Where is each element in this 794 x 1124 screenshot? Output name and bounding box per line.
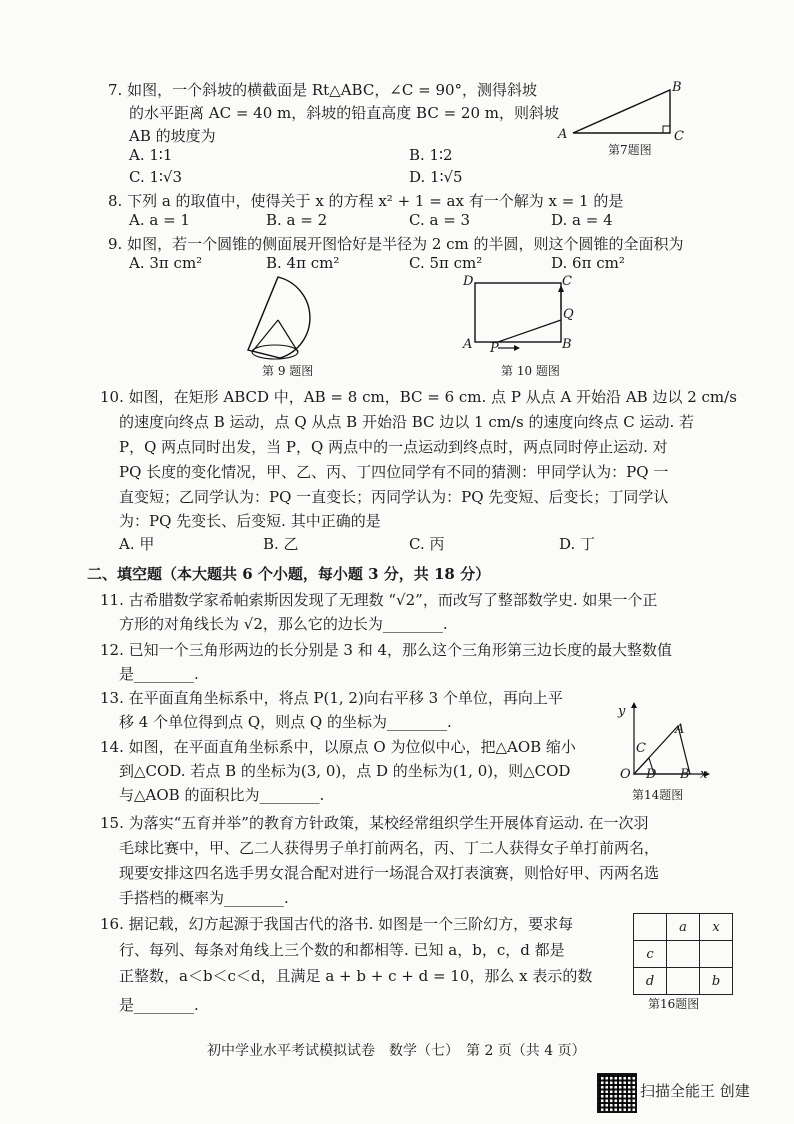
q10-label-d: D: [463, 274, 474, 289]
magic-cell: d: [634, 968, 667, 995]
q7-label-c: C: [674, 129, 684, 144]
q14-label-y: y: [618, 704, 626, 719]
q10-line5: 直变短；乙同学认为：PQ 一直变长；丙同学认为：PQ 先变短、后变长；丁同学认: [119, 488, 669, 506]
q10-label-c: C: [562, 274, 572, 289]
q14-line2: 到△COD. 若点 B 的坐标为(3, 0)，点 D 的坐标为(1, 0)，则△COD: [119, 762, 571, 780]
q7-line2: 的水平距离 AC = 40 m，斜坡的铅直高度 BC = 20 m，则斜坡: [129, 104, 559, 122]
magic-cell: [667, 968, 700, 995]
q9-caption: 第 9 题图: [262, 364, 314, 378]
q10-label-b: B: [562, 337, 572, 352]
q10-option-d: D. 丁: [559, 535, 596, 553]
q12-line2: 是________.: [119, 665, 199, 683]
q7-line3: AB 的坡度为: [129, 127, 216, 145]
section-title-fill-in: 二、填空题（本大题共 6 个小题，每小题 3 分，共 18 分）: [87, 565, 491, 583]
q10-label-p: P: [490, 341, 499, 356]
q15-line1: 15. 为落实“五育并举”的教育方针政策，某校经常组织学生开展体育运动. 在一次羽: [100, 814, 649, 832]
q15-line2: 毛球比赛中，甲、乙二人获得男子单打前两名，丙、丁二人获得女子单打前两名，: [119, 839, 660, 857]
q13-line1: 13. 在平面直角坐标系中，将点 P(1, 2)向右平移 3 个单位，再向上平: [100, 689, 563, 707]
q10-option-b: B. 乙: [263, 535, 299, 553]
q7-option-b: B. 1∶2: [409, 146, 453, 164]
q15-line3: 现要安排这四名选手男女混合配对进行一场混合双打表演赛，则恰好甲、丙两名选: [119, 864, 660, 882]
q13-line2: 移 4 个单位得到点 Q，则点 Q 的坐标为________.: [119, 713, 452, 731]
q14-line3: 与△AOB 的面积比为________.: [119, 786, 325, 804]
magic-cell: b: [700, 968, 733, 995]
q10-line3: P，Q 两点同时出发，当 P，Q 两点中的一点运动到终点时，两点同时停止运动. 对: [119, 438, 668, 456]
q15-line4: 手搭档的概率为________.: [119, 889, 289, 907]
q10-label-q: Q: [563, 307, 574, 322]
q9-option-c: C. 5π cm²: [409, 254, 483, 272]
q10-line1: 10. 如图，在矩形 ABCD 中，AB = 8 cm，BC = 6 cm. 点 P 从点 A 开始沿 AB 边以 2 cm/s: [100, 388, 737, 406]
page-footer: 初中学业水平考试模拟试卷 数学（七） 第 2 页（共 4 页）: [207, 1043, 586, 1059]
q8-text: 8. 下列 a 的取值中，使得关于 x 的方程 x² + 1 = ax 有一个解为 x = 1 的是: [108, 192, 624, 210]
q12-line1: 12. 已知一个三角形两边的长分别是 3 和 4，那么这个三角形第三边长度的最大整数值: [100, 641, 673, 659]
q16-line1: 16. 据记载，幻方起源于我国古代的洛书. 如图是一个三阶幻方，要求每: [100, 915, 574, 933]
q16-caption: 第16题图: [648, 997, 700, 1011]
q7-option-a: A. 1∶1: [129, 146, 173, 164]
q7-line1: 7. 如图，一个斜坡的横截面是 Rt△ABC，∠C = 90°，测得斜坡: [108, 81, 538, 99]
qr-code-icon: [597, 1073, 637, 1113]
magic-cell: [634, 914, 667, 941]
q9-option-d: D. 6π cm²: [551, 254, 625, 272]
magic-cell: a: [667, 914, 700, 941]
magic-cell: c: [634, 941, 667, 968]
q10-line4: PQ 长度的变化情况，甲、乙、丙、丁四位同学有不同的猜测：甲同学认为：PQ 一: [119, 463, 669, 481]
q7-option-d: D. 1∶√5: [409, 168, 463, 186]
q11-line1: 11. 古希腊数学家希帕索斯因发现了无理数 “√2”，而改写了整部数学史. 如果一个正: [100, 591, 658, 609]
q14-label-c: C: [636, 741, 646, 756]
q8-option-d: D. a = 4: [551, 211, 613, 229]
q10-line2: 的速度向终点 B 运动，点 Q 从点 B 开始沿 BC 边以 1 cm/s 的速度向终点 C 运动. 若: [119, 413, 695, 431]
magic-cell: x: [700, 914, 733, 941]
q10-rectangle-figure: [472, 280, 572, 350]
q8-option-a: A. a = 1: [129, 211, 190, 229]
q14-caption: 第14题图: [632, 788, 684, 802]
q14-label-o: O: [620, 767, 631, 782]
q11-line2: 方形的对角线长为 √2，那么它的边长为________.: [119, 615, 448, 633]
magic-cell: [667, 941, 700, 968]
q9-cone-figure: [240, 272, 330, 364]
q16-line2: 行、每列、每条对角线上三个数的和都相等. 已知 a，b，c，d 都是: [119, 941, 565, 959]
q7-label-a: A: [558, 127, 568, 142]
q16-line4: 是________.: [119, 996, 199, 1014]
q8-option-c: C. a = 3: [409, 211, 471, 229]
q7-label-b: B: [672, 80, 682, 95]
q10-option-c: C. 丙: [409, 535, 445, 553]
q7-caption: 第7题图: [608, 143, 652, 157]
q14-label-a: A: [675, 722, 685, 737]
q10-caption: 第 10 题图: [501, 364, 560, 378]
q14-label-b: B: [680, 767, 690, 782]
q8-option-b: B. a = 2: [266, 211, 328, 229]
q7-figure: [570, 86, 680, 141]
q16-line3: 正整数，a＜b＜c＜d，且满足 a + b + c + d = 10，那么 x 表示的数: [119, 967, 593, 985]
q14-label-d: D: [646, 767, 657, 782]
q14-coordinate-figure: [620, 700, 710, 780]
q14-line1: 14. 如图，在平面直角坐标系中，以原点 O 为位似中心，把△AOB 缩小: [100, 738, 576, 756]
q9-option-a: A. 3π cm²: [129, 254, 203, 272]
q16-magic-square: [633, 913, 733, 995]
q10-line6: 为：PQ 先变长、后变短. 其中正确的是: [119, 512, 381, 530]
q7-option-c: C. 1∶√3: [129, 168, 183, 186]
magic-cell: [700, 941, 733, 968]
q9-text: 9. 如图，若一个圆锥的侧面展开图恰好是半径为 2 cm 的半圆，则这个圆锥的全面积为: [108, 235, 684, 253]
scanner-watermark: 扫描全能王 创建: [640, 1082, 750, 1100]
q14-label-x: x: [700, 767, 708, 782]
q10-option-a: A. 甲: [119, 535, 155, 553]
q9-option-b: B. 4π cm²: [266, 254, 340, 272]
q10-label-a: A: [463, 337, 473, 352]
